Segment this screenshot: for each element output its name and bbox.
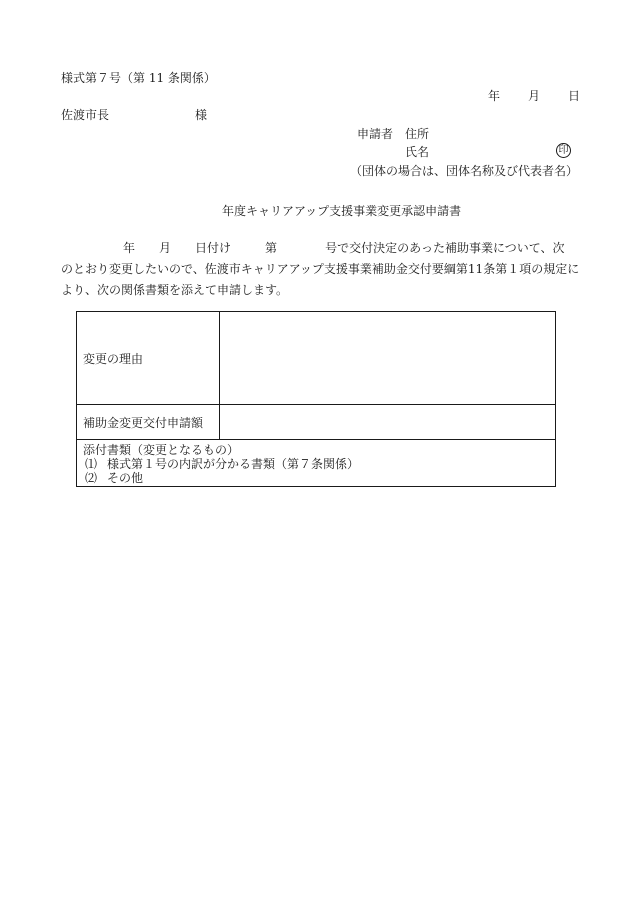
- organization-note: （団体の場合は、団体名称及び代表者名）: [350, 164, 579, 178]
- attachment-text: その他: [107, 471, 144, 485]
- body-number-prefix: 第: [265, 241, 278, 255]
- seal-mark: 印: [556, 143, 571, 158]
- body-line-2: のとおり変更したいので、佐渡市キャリアアップ支援事業補助金交付要綱第11条第１項の規定に: [61, 262, 580, 276]
- list-item: [83, 471, 549, 485]
- attachment-number: ⑵: [85, 471, 98, 485]
- amount-label: 補助金変更交付申請額: [77, 405, 220, 440]
- form-number: 様式第７号（第 11 条関係）: [61, 71, 216, 85]
- body-line1-rest: 号で交付決定のあった補助事業について、次: [325, 241, 565, 255]
- table-row: [77, 405, 556, 440]
- reason-field[interactable]: [220, 312, 556, 405]
- date-month-label: 月: [528, 89, 541, 103]
- applicant-label: 申請者: [357, 127, 394, 141]
- body-line-1: [61, 238, 577, 259]
- table-row: [77, 312, 556, 405]
- body-month-label: 月: [159, 241, 172, 255]
- list-item: [83, 457, 549, 471]
- application-table: [76, 311, 556, 487]
- body-year-label: 年: [123, 241, 136, 255]
- table-row: [77, 440, 556, 487]
- amount-field[interactable]: [220, 405, 556, 440]
- body-line-3: より、次の関係書類を添えて申請します。: [61, 283, 289, 297]
- attachments-cell: [77, 440, 556, 487]
- date-year-label: 年: [488, 89, 501, 103]
- body-paragraph: [61, 238, 580, 301]
- body-day-label: 日付け: [195, 241, 232, 255]
- addressee-name: 佐渡市長: [61, 108, 110, 122]
- attachment-text: 様式第１号の内訳が分かる書類（第７条関係）: [107, 457, 360, 471]
- addressee-honorific: 様: [195, 108, 208, 122]
- document-title: 年度キャリアアップ支援事業変更承認申請書: [222, 204, 462, 218]
- applicant-address-label: 住所: [405, 127, 430, 141]
- reason-label: 変更の理由: [77, 312, 220, 405]
- date-line: [488, 90, 580, 102]
- addressee: [61, 109, 207, 121]
- attachments-heading: 添付書類（変更となるもの）: [83, 443, 240, 457]
- date-day-label: 日: [568, 89, 581, 103]
- attachment-number: ⑴: [85, 457, 98, 471]
- applicant-name-label: 氏名: [405, 145, 430, 159]
